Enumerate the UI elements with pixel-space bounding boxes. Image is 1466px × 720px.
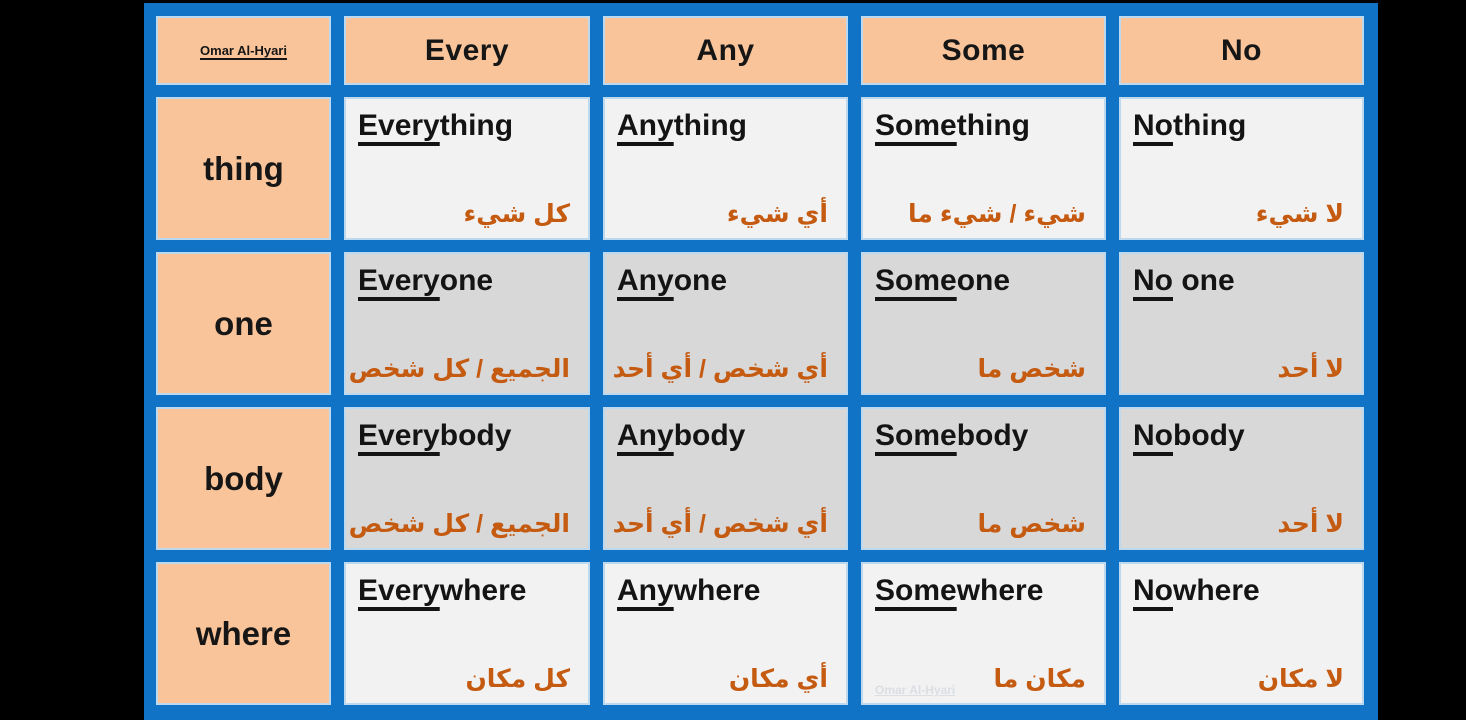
english-word: Nothing: [1133, 109, 1247, 142]
arabic-translation: لا أحد: [1277, 355, 1344, 383]
english-word: Everyone: [358, 264, 494, 297]
english-word: Anybody: [617, 419, 746, 452]
arabic-translation: الجميع / كل شخص: [348, 510, 570, 538]
arabic-translation: كل مكان: [465, 665, 570, 693]
table-grid: [144, 3, 1378, 720]
row-header-thing: thing: [156, 97, 331, 240]
english-word: Somebody: [875, 419, 1029, 452]
corner-author-cell: [156, 16, 331, 85]
english-word: Someone: [875, 264, 1011, 297]
cell-everybody: [344, 407, 590, 550]
cell-nothing: [1119, 97, 1364, 240]
english-word: Somewhere: [875, 574, 1044, 607]
cell-anyone: [603, 252, 848, 395]
cell-no-one: [1119, 252, 1364, 395]
arabic-translation: لا مكان: [1257, 665, 1344, 693]
cell-anybody: [603, 407, 848, 550]
arabic-translation: الجميع / كل شخص: [348, 355, 570, 383]
english-word: No one: [1133, 264, 1235, 297]
english-word: Anyone: [617, 264, 728, 297]
faint-author-watermark: Omar Al-Hyari: [875, 683, 956, 697]
cell-anywhere: [603, 562, 848, 705]
english-word: Nowhere: [1133, 574, 1260, 607]
arabic-translation: أي شخص / أي أحد: [612, 510, 828, 538]
column-header-every: Every: [344, 16, 590, 85]
row-header-body: body: [156, 407, 331, 550]
cell-somebody: [861, 407, 1106, 550]
arabic-translation: أي مكان: [728, 665, 828, 693]
arabic-translation: لا شيء: [1255, 200, 1344, 228]
arabic-translation: كل شيء: [463, 200, 570, 228]
arabic-translation: شيء / شيء ما: [908, 200, 1086, 228]
column-header-some: Some: [861, 16, 1106, 85]
column-header-any: Any: [603, 16, 848, 85]
english-word: Everywhere: [358, 574, 527, 607]
arabic-translation: أي شيء: [726, 200, 828, 228]
pronoun-table: [144, 3, 1378, 720]
cell-something: [861, 97, 1106, 240]
english-word: Everything: [358, 109, 514, 142]
english-word: Anything: [617, 109, 747, 142]
english-word: Anywhere: [617, 574, 761, 607]
arabic-translation: شخص ما: [977, 510, 1086, 538]
cell-someone: [861, 252, 1106, 395]
cell-everyone: [344, 252, 590, 395]
cell-nobody: [1119, 407, 1364, 550]
english-word: Something: [875, 109, 1031, 142]
row-header-one: one: [156, 252, 331, 395]
cell-everywhere: [344, 562, 590, 705]
cell-nowhere: [1119, 562, 1364, 705]
cell-everything: [344, 97, 590, 240]
english-word: Nobody: [1133, 419, 1245, 452]
author-label: Omar Al-Hyari: [200, 43, 287, 58]
column-header-no: No: [1119, 16, 1364, 85]
arabic-translation: لا أحد: [1277, 510, 1344, 538]
cell-anything: [603, 97, 848, 240]
arabic-translation: أي شخص / أي أحد: [612, 355, 828, 383]
cell-somewhere: [861, 562, 1106, 705]
english-word: Everybody: [358, 419, 512, 452]
arabic-translation: شخص ما: [977, 355, 1086, 383]
row-header-where: where: [156, 562, 331, 705]
arabic-translation: مكان ما: [993, 665, 1086, 693]
